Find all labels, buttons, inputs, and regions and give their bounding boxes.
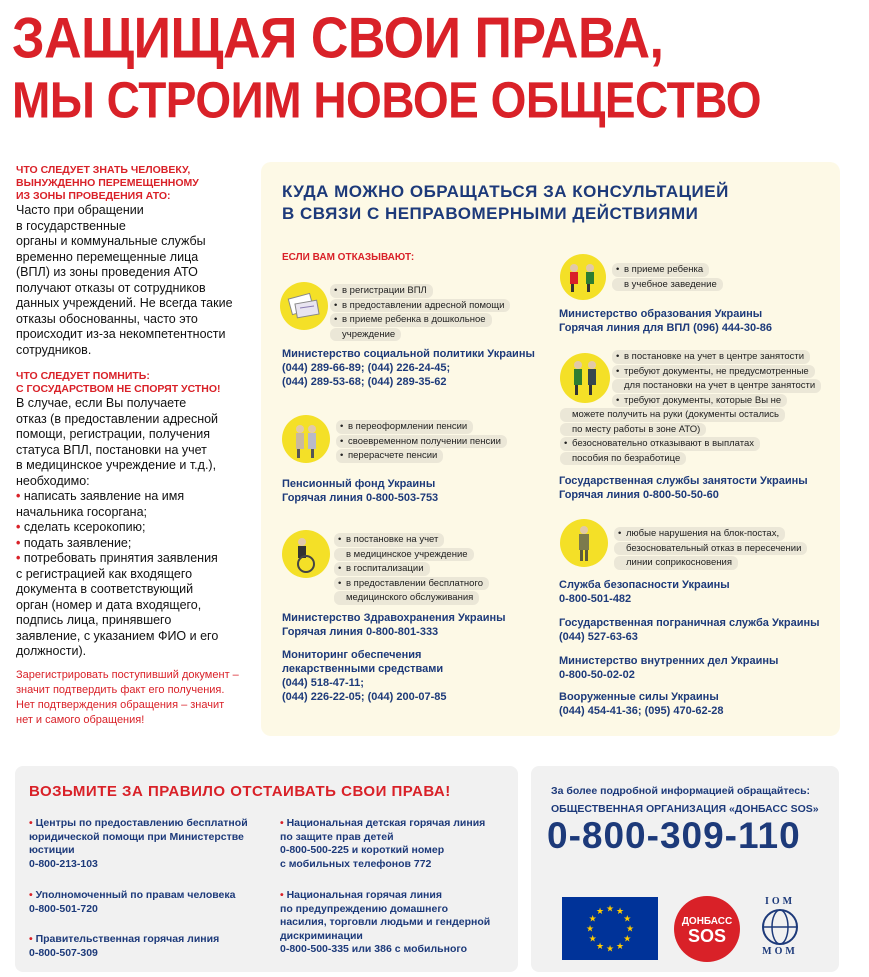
education-bullets: • в приеме ребенка в учебное заведение — [612, 263, 723, 292]
wheelchair-icon — [282, 530, 330, 578]
rights-heading: ВОЗЬМИТЕ ЗА ПРАВИЛО ОТСТАИВАТЬ СВОИ ПРАВА! — [29, 783, 451, 800]
internal-affairs: Министерство внутренних дел Украины 0-800-50-02-02 — [559, 655, 779, 681]
star-icon: ★ — [615, 940, 625, 951]
star-icon: ★ — [605, 943, 615, 954]
elderly-couple-icon — [282, 415, 330, 463]
children-icon — [560, 254, 606, 300]
employment-bullets: • в постановке на учет в центре занятости • требуют документы, не предусмотренные для постановки на учет в центре занятости • требуют документы, которые Вы не можете получить на руки (документы остались по месту работы в зоне АТО) • безосновательно отказывают в выплатах пособия по безработице — [560, 350, 821, 466]
health-ministry: Министерство Здравохранения Украины Горячая линия 0-800-801-333 — [282, 612, 506, 638]
left-heading-2: ЧТО СЛЕДУЕТ ПОМНИТЬ: С ГОСУДАРСТВОМ НЕ СПОРЯТ УСТНО! — [16, 370, 221, 395]
list-item: • Национальная горячая линия по предупреждению домашнего насилия, торговли людьми и гендерной дискриминации 0-800-500-335 или 386 с мобильного — [280, 889, 491, 955]
left-heading-1: ЧТО СЛЕДУЕТ ЗНАТЬ ЧЕЛОВЕКУ, ВЫНУЖДЕННО ПЕРЕМЕЩЕННОМУ ИЗ ЗОНЫ ПРОВЕДЕНИЯ АТО: — [16, 164, 199, 202]
info-line-2: ОБЩЕСТВЕННАЯ ОРГАНИЗАЦИЯ «ДОНБАСС SOS» — [551, 803, 819, 815]
left-text-1: Часто при обращении в государственные органы и коммунальные службы временно перемещенные лица (ВПЛ) из зоны проведения АТО получают отказы от сотрудников данных учреждений. Не всегда такие отказы обоснованны, часто это происходит из-за некомпетентности сотрудников. — [16, 203, 233, 357]
star-icon: ★ — [615, 906, 625, 917]
list-item: • Уполномоченный по правам человека 0-800-501-720 — [29, 889, 236, 915]
list-item: • подать заявление; — [16, 535, 132, 550]
list-item: • потребовать принятия заявления — [16, 551, 218, 565]
health-bullets: • в постановке на учет в медицинское учреждение • в госпитализации • в предоставлении бесплатного медицинского обслуживания — [334, 533, 489, 606]
medicine-monitoring: Мониторинг обеспечения лекарственными средствами (044) 518-47-11; (044) 226-22-05; (044) 200-07-85 — [282, 649, 447, 703]
iom-logo: IOM MOM — [752, 896, 808, 962]
info-line-1: За более подробной информацией обращайтесь: — [551, 785, 811, 797]
left-column — [16, 164, 256, 728]
globe-icon — [760, 907, 800, 947]
soldier-icon — [560, 519, 608, 567]
employment-service: Государственная службы занятости Украины Горячая линия 0-800-50-50-60 — [559, 475, 808, 501]
pension-bullets: • в переоформлении пенсии • своевременном получении пенсии • перерасчете пенсии — [336, 420, 507, 464]
star-icon: ★ — [588, 913, 597, 924]
social-ministry: Министерство социальной политики Украины (044) 289-66-89; (044) 226-24-45; (044) 289-53-68; (044) 289-35-62 — [282, 348, 535, 388]
list-item: • сделать ксерокопию; — [16, 520, 146, 534]
border-service: Государственная пограничная служба Украины (044) 527-63-63 — [559, 617, 820, 643]
list-item: • написать заявление на имя — [16, 489, 185, 503]
star-icon: ★ — [605, 903, 615, 914]
star-icon: ★ — [595, 940, 605, 951]
panel-heading: КУДА МОЖНО ОБРАЩАТЬСЯ ЗА КОНСУЛЬТАЦИЕЙ В СВЯЗИ С НЕПРАВОМЕРНЫМИ ДЕЙСТВИЯМИ — [282, 182, 729, 223]
left-note: Зарегистрировать поступивший документ – значит подтвердить факт его получения. Нет подтверждения обращения – значит нет и самого обращения! — [16, 668, 239, 726]
security-bullets: • любые нарушения на блок-постах, безосновательный отказ в пересечении линии соприкосновения — [614, 527, 807, 571]
list-item: • Центры по предоставлению бесплатной юридической помощи при Министерстве юстиции 0-800-213-103 — [29, 817, 248, 870]
star-icon: ★ — [623, 913, 632, 924]
armed-forces: Вооруженные силы Украины (044) 454-41-36; (095) 470-62-28 — [559, 691, 724, 717]
documents-icon — [280, 282, 328, 330]
refuse-label: ЕСЛИ ВАМ ОТКАЗЫВАЮТ: — [282, 252, 415, 263]
security-service: Служба безопасности Украины 0-800-501-482 — [559, 579, 730, 605]
pension-fund: Пенсионный фонд Украины Горячая линия 0-800-503-753 — [282, 478, 439, 504]
list-item: • Правительственная горячая линия 0-800-507-309 — [29, 933, 220, 959]
eu-flag-logo — [562, 897, 658, 960]
list-item: • Национальная детская горячая линия по защите прав детей 0-800-500-225 и короткий номер с мобильных телефонов 772 — [280, 817, 486, 870]
star-icon: ★ — [588, 933, 597, 944]
education-ministry: Министерство образования Украины Горячая линия для ВПЛ (096) 444-30-86 — [559, 308, 772, 334]
hotline-number: 0-800-309-110 — [547, 815, 801, 856]
donbass-sos-logo: ДОНБАСС SOS — [674, 896, 740, 962]
steps-list: • написать заявление на имя начальника госоргана; • сделать ксерокопию; • подать заявление; • потребовать принятия заявления с регистрацией как входящего документа в соответствующий орган (номер и дата входящего, подпись лица, принявшего заявление, с указанием ФИО и его должности). — [16, 489, 256, 660]
star-icon: ★ — [595, 906, 605, 917]
title-line-2: МЫ СТРОИМ НОВОЕ ОБЩЕСТВО — [12, 71, 762, 129]
left-text-2: В случае, если Вы получаете отказ (в предоставлении адресной помощи, регистрации, получения статуса ВПЛ, постановки на учет в медицинское учреждение и т.д.), необходимо: — [16, 396, 219, 488]
star-icon: ★ — [623, 933, 632, 944]
star-icon: ★ — [625, 923, 635, 934]
social-bullets: • в регистрации ВПЛ • в предоставлении адресной помощи • в приеме ребенка в дошкольное учреждение — [330, 284, 510, 342]
title-line-1: ЗАЩИЩАЯ СВОИ ПРАВА, — [12, 7, 664, 71]
star-icon: ★ — [585, 923, 595, 934]
